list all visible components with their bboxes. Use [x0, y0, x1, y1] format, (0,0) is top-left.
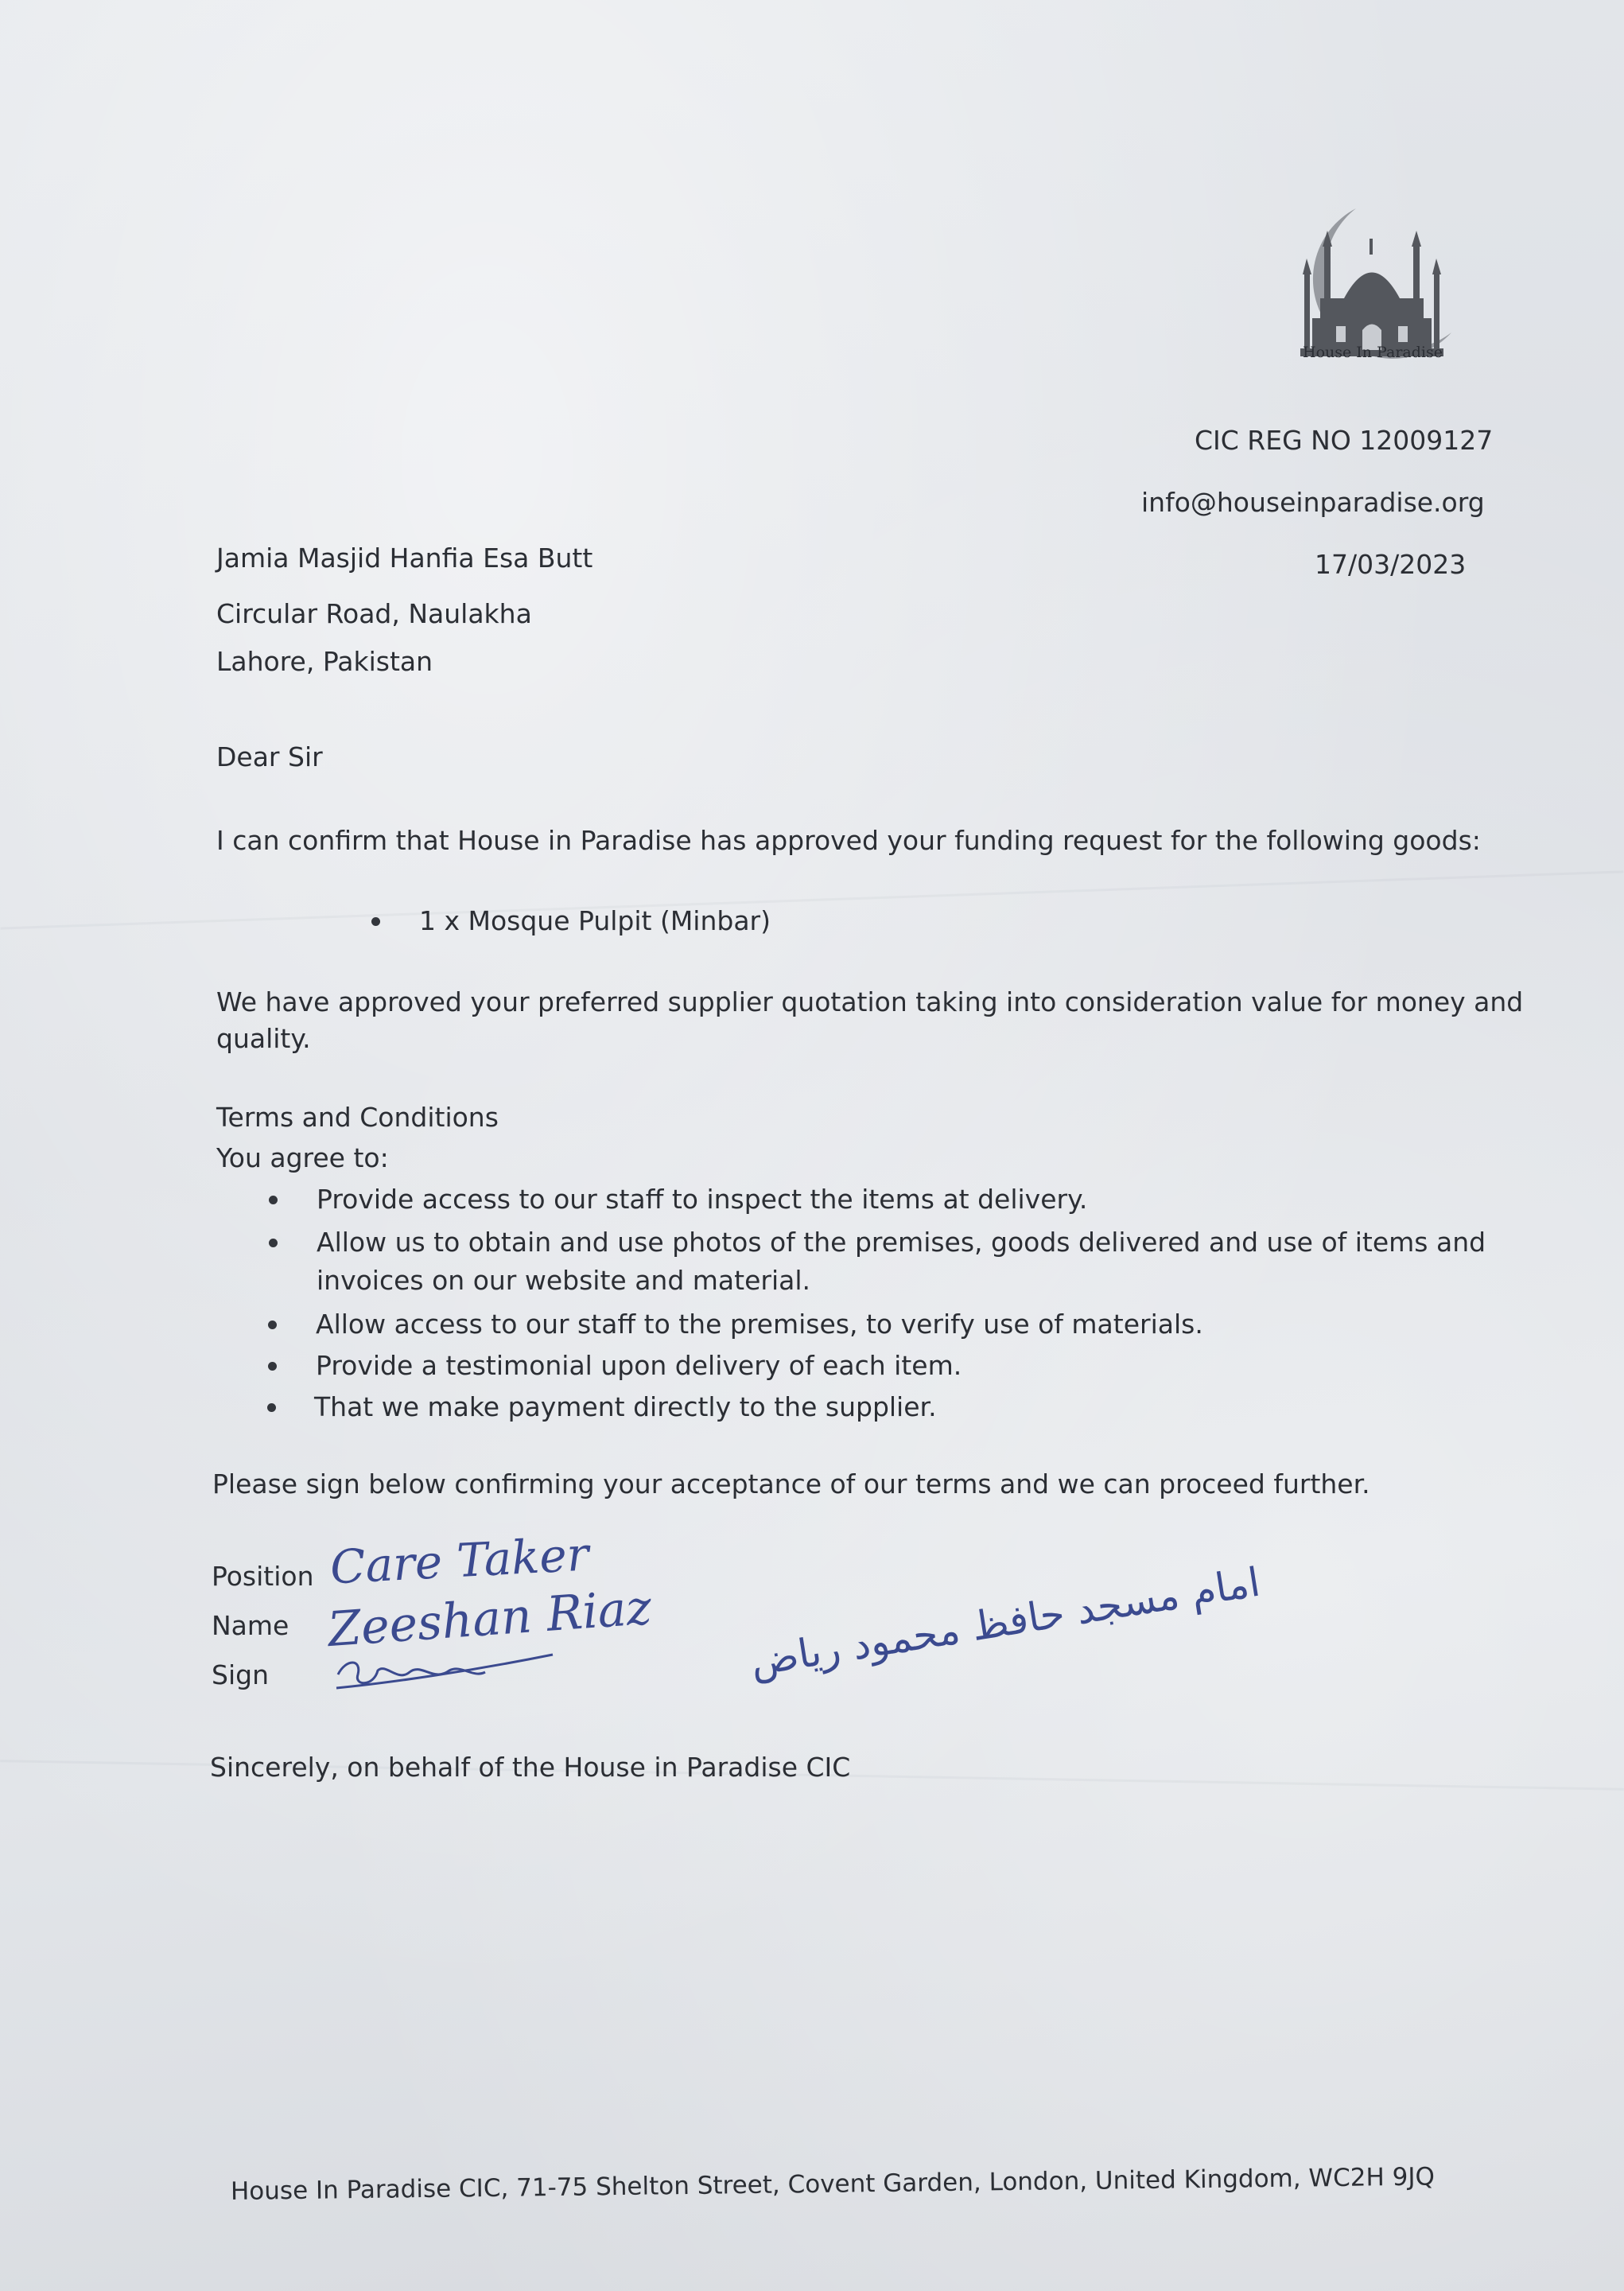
position-handwritten: Care Taker: [328, 1527, 590, 1595]
bullet: [269, 1239, 278, 1247]
sign-label: Sign: [212, 1659, 269, 1690]
position-label: Position: [212, 1561, 314, 1592]
terms-lead: You agree to:: [216, 1142, 389, 1173]
sign-request: Please sign below confirming your acceptance of our terms and we can proceed further.: [212, 1468, 1370, 1499]
recipient-line-3: Lahore, Pakistan: [216, 646, 433, 677]
paper-crease: [1, 870, 1624, 929]
cic-reg-number: CIC REG NO 12009127: [1195, 425, 1494, 456]
recipient-line-2: Circular Road, Naulakha: [216, 598, 532, 629]
name-handwritten: Zeeshan Riaz: [326, 1579, 654, 1659]
bullet: [269, 1196, 278, 1204]
terms-item: Provide a testimonial upon delivery of each item.: [316, 1350, 962, 1381]
bullet: [267, 1403, 276, 1412]
footer-address: House In Paradise CIC, 71-75 Shelton Street, Covent Garden, London, United Kingdom, WC2H 9JQ: [230, 2162, 1436, 2206]
bullet: [371, 917, 380, 926]
approval-paragraph-line-2: quality.: [216, 1023, 311, 1054]
letter-date: 17/03/2023: [1315, 549, 1467, 580]
terms-item: That we make payment directly to the supplier.: [314, 1391, 937, 1422]
logo-caption: House In Paradise: [1303, 344, 1443, 361]
terms-item: Provide access to our staff to inspect the items at delivery.: [317, 1184, 1088, 1215]
contact-email: info@houseinparadise.org: [1141, 487, 1485, 518]
terms-item: Allow access to our staff to the premises, to verify use of materials.: [316, 1309, 1203, 1340]
intro-paragraph: I can confirm that House in Paradise has approved your funding request for the following goods:: [216, 825, 1481, 856]
name-label: Name: [212, 1610, 289, 1641]
signature-scribble: [330, 1639, 569, 1702]
approval-paragraph-line-1: We have approved your preferred supplier quotation taking into consideration value for money and: [216, 986, 1524, 1017]
bullet: [268, 1321, 277, 1329]
terms-item: Allow us to obtain and use photos of the premises, goods delivered and use of items and: [317, 1227, 1486, 1258]
bullet: [268, 1362, 277, 1371]
terms-item-continued: invoices on our website and material.: [317, 1265, 810, 1296]
salutation: Dear Sir: [216, 741, 323, 772]
terms-heading: Terms and Conditions: [216, 1102, 499, 1133]
closing-line: Sincerely, on behalf of the House in Paradise CIC: [210, 1752, 851, 1783]
urdu-handwritten-note: امام مسجد حافظ محمود ریاض: [747, 1558, 1264, 1686]
recipient-line-1: Jamia Masjid Hanfia Esa Butt: [216, 543, 593, 574]
goods-item: 1 x Mosque Pulpit (Minbar): [419, 905, 771, 936]
